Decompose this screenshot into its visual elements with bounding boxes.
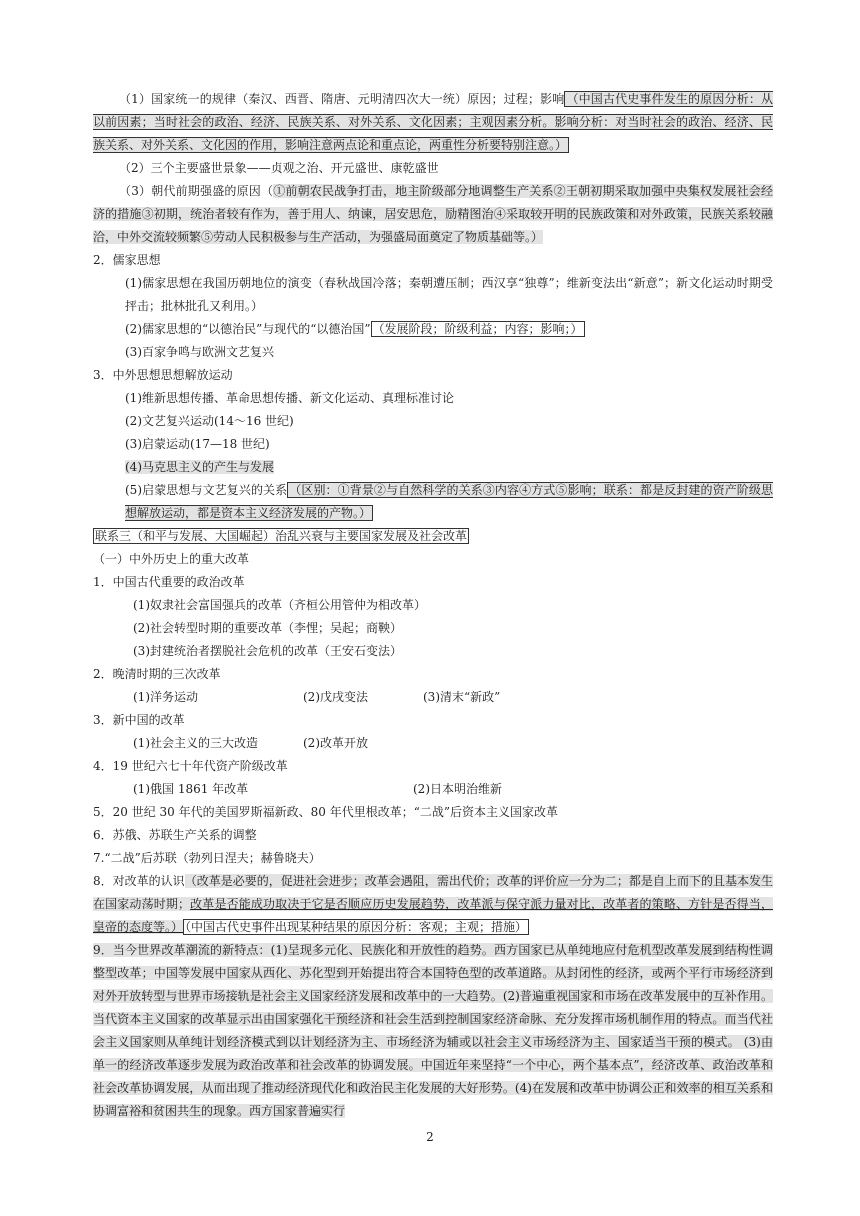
list-item: (3)封建统治者摆脱社会危机的改革（王安石变法） bbox=[133, 644, 402, 658]
shaded-paragraph: 9．当今世界改革潮流的新特点：(1)呈现多元化、民族化和开放性的趋势。西方国家已从单纯地应付危机型改革发展到结构性调整型改革；中国等发展中国家从西化、苏化型到开始提出符合本国特色型的改革道路。从封闭性的经济，或两个平行市场经济到对外开放转型与世界市场接轨是社会主义国家经济发展和改革中的一大趋势。(2)普遍重视国家和市场在改革发展中的互补作用。当代资本主义国家的改革显示出由国家强化干预经济和社会生活到控制国家经济命脉、充分发挥市场机制作用的特点。而当代社会主义国家则从单纯计划经济模式到以计划经济为主、市场经济为辅或以社会主义市场经济为主、国家适当干预的模式。 (3)由单一的经济改革逐步发展为政治改革和社会改革的协调发展。中国近年来坚持“一个中心，两个基本点”，经济改革、政治改革和社会改革协调发展，从而出现了推动经济现代化和政治民主化发展的大好形势。(4)在发展和改革中协调公正和效率的相互关系和协调富裕和贫困共生的现象。西方国家普遍实行 bbox=[93, 943, 773, 1118]
document-page bbox=[93, 88, 773, 1123]
list-item: (2)文艺复兴运动(14～16 世纪) bbox=[125, 414, 294, 428]
list-item: 7.“二战”后苏联（勃列日涅夫；赫鲁晓夫） bbox=[93, 851, 321, 865]
boxed-note: （区别：①背景②与自然科学的关系③内容④方式⑤影响；联系：都是反封建的资产阶级思想解放运动，都是资本主义经济发展的产物。） bbox=[125, 483, 773, 520]
paragraph-dynasty-strength bbox=[93, 180, 773, 249]
list-item bbox=[93, 456, 773, 479]
underlined-note: 改革是否能成功取决于它是否顺应历史发展趋势，改革派与保守派力量对比，改革者的策略、方针是否得当，皇帝的态度等。） bbox=[93, 897, 773, 934]
list-item: (1)俄国 1861 年改革 bbox=[133, 782, 249, 796]
paragraph-rule-by-virtue bbox=[93, 318, 773, 341]
paragraph-confucian-status: (1)儒家思想在我国历朝地位的演变（春秋战国冷落；秦朝遭压制；西汉享“独尊”；维新变法出“新意”；新文化运动时期受抨击；批林批孔又利用。） bbox=[125, 276, 773, 313]
text: （3）朝代前期强盛的原因（ bbox=[119, 184, 274, 198]
list-item: 5．20 世纪 30 年代的美国罗斯福新政、80 年代里根改革；“二战”后资本主义国家改革 bbox=[93, 805, 558, 819]
heading-new-china-reforms: 3．新中国的改革 bbox=[93, 713, 185, 727]
list-item: (2)社会转型时期的重要改革（李悝；吴起；商鞅） bbox=[133, 621, 402, 635]
boxed-note: （中国古代史事件出现某种结果的原因分析：客观；主观；措施） bbox=[185, 920, 528, 934]
shaded-note: （改革是必要的，促进社会进步；改革会遇阻，需出代价；改革的评价应一分为二；都是自上而下的且基本发生在国家动荡时期； bbox=[93, 874, 773, 911]
paragraph-hundred-schools: (3)百家争鸣与欧洲文艺复兴 bbox=[125, 345, 274, 359]
list-item: (2)日本明治维新 bbox=[413, 782, 502, 796]
text: (2)儒家思想的“以德治民”与现代的“以德治国” bbox=[125, 322, 371, 336]
heading-thought-liberation: 3．中外思想思想解放运动 bbox=[93, 368, 233, 382]
heading-late-qing-reforms: 2．晚清时期的三次改革 bbox=[93, 667, 221, 681]
list-item: (3)启蒙运动(17—18 世纪) bbox=[125, 437, 270, 451]
paragraph-prosperous-eras: （2）三个主要盛世景象——贞观之治、开元盛世、康乾盛世 bbox=[119, 161, 439, 175]
heading-ancient-reforms: 1．中国古代重要的政治改革 bbox=[93, 575, 245, 589]
list-row bbox=[93, 778, 773, 801]
paragraph-reform-trends bbox=[93, 939, 773, 1123]
paragraph-reform-understanding bbox=[93, 870, 773, 939]
list-row bbox=[93, 732, 773, 755]
list-item: (2)改革开放 bbox=[303, 736, 368, 750]
text: 8．对改革的认识 bbox=[93, 874, 185, 888]
list-item: 6．苏俄、苏联生产关系的调整 bbox=[93, 828, 257, 842]
shaded-note: ①前朝农民战争打击，地主阶级部分地调整生产关系②王朝初期采取加强中央集权发展社会经济的措施③初期，统治者较有作为，善于用人、纳谏，居安思危，励精图治④采取较开明的民族政策和对外政策，民族关系较融洽，中外交流较频繁⑤劳动人民积极参与生产活动，为强盛局面奠定了物质基础等。） bbox=[93, 184, 773, 244]
list-item: (1)洋务运动 bbox=[133, 690, 198, 704]
text: (5)启蒙思想与文艺复兴的关系 bbox=[125, 483, 288, 497]
boxed-heading: 联系三（和平与发展、大国崛起）治乱兴衰与主要国家发展及社会改革 bbox=[95, 529, 468, 543]
paragraph-national-unity bbox=[93, 88, 773, 157]
boxed-note: （中国古代史事件发生的原因分析：从以前因素；当时社会的政治、经济、民族关系、对外关系、文化因素；主观因素分析。影响分析：对当时社会的政治、经济、民族关系、对外关系、文化因的作用，影响注意两点论和重点论，两重性分析要特别注意。） bbox=[93, 92, 773, 152]
heading-bourgeois-reforms: 4．19 世纪六七十年代资产阶级改革 bbox=[93, 759, 288, 773]
heading-confucianism: 2．儒家思想 bbox=[93, 253, 161, 267]
page-number: 2 bbox=[426, 1130, 434, 1144]
list-item bbox=[93, 479, 773, 525]
list-item: (3)清末“新政” bbox=[423, 690, 501, 704]
shaded-text: (4)马克思主义的产生与发展 bbox=[125, 460, 274, 474]
list-row bbox=[93, 686, 773, 709]
list-item: (1)奴隶社会富国强兵的改革（齐桓公用管仲为相改革） bbox=[133, 598, 427, 612]
text: （1）国家统一的规律（秦汉、西晋、隋唐、元明清四次大一统）原因；过程；影响 bbox=[119, 92, 565, 106]
list-item: (1)社会主义的三大改造 bbox=[133, 736, 258, 750]
boxed-note: （发展阶段；阶级利益；内容；影响；） bbox=[372, 322, 583, 336]
section-heading: （一）中外历史上的重大改革 bbox=[93, 552, 250, 566]
list-item: (2)戊戌变法 bbox=[303, 690, 368, 704]
heading-link-three bbox=[93, 525, 773, 548]
list-item: (1)维新思想传播、革命思想传播、新文化运动、真理标准讨论 bbox=[125, 391, 455, 405]
